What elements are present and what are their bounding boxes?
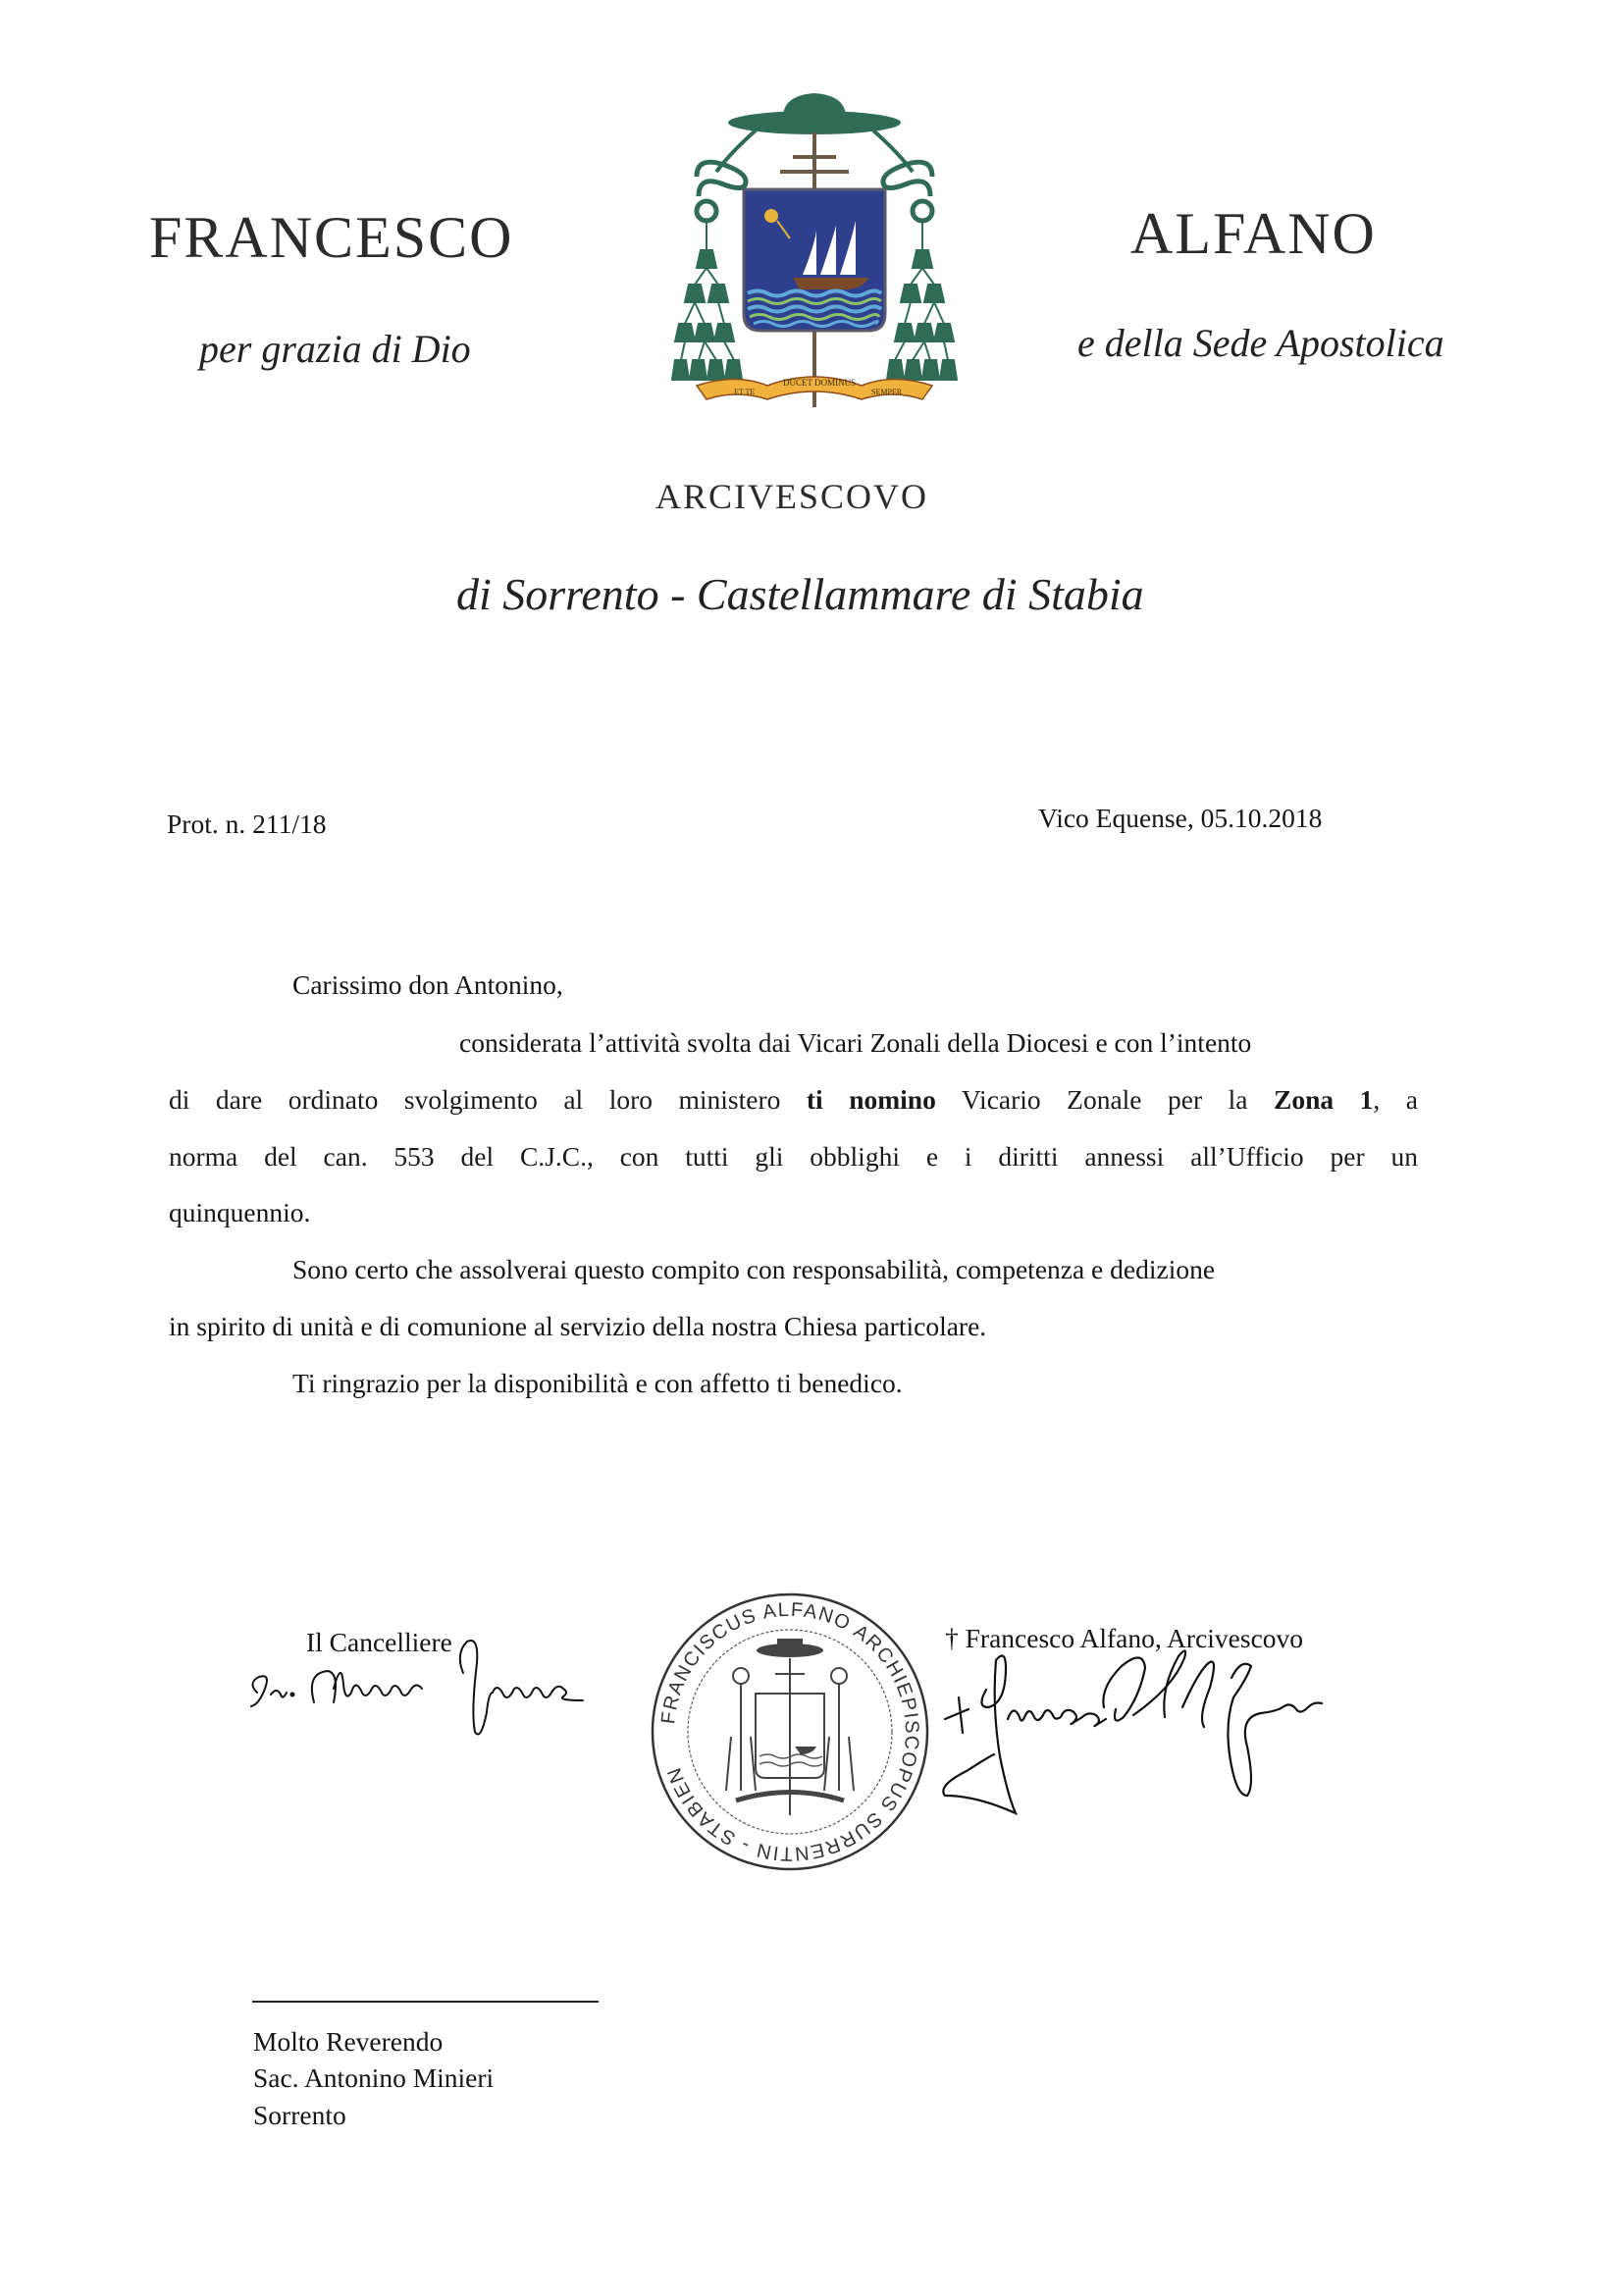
motto-part-3: SEMPER bbox=[871, 388, 903, 396]
place-date: Vico Equense, 05.10.2018 bbox=[1038, 803, 1323, 833]
motto-part-1: ET TE bbox=[734, 388, 756, 396]
bold-zona: Zona 1 bbox=[1274, 1084, 1374, 1115]
protocol-number: Prot. n. 211/18 bbox=[167, 809, 327, 839]
letterhead-first-name: FRANCESCO bbox=[149, 205, 514, 270]
archbishop-signature bbox=[937, 1648, 1369, 1820]
paragraph-1-line-1: considerata l’attività svolta dai Vicari Zonali della Diocesi e con l’intento bbox=[459, 1027, 1252, 1058]
addressee-line-2: Sac. Antonino Minieri bbox=[253, 2062, 495, 2093]
paragraph-2-line-1: Sono certo che assolverai questo compito con responsabilità, competenza e dedizione bbox=[292, 1254, 1216, 1284]
letterhead-left-subtitle: per grazia di Dio bbox=[199, 327, 471, 371]
addressee-divider bbox=[252, 2001, 599, 2003]
letterhead-title: ARCIVESCOVO bbox=[655, 477, 929, 516]
text-run: di dare ordinato svolgimento al loro ministero bbox=[169, 1084, 807, 1115]
text-run: , a bbox=[1373, 1084, 1418, 1115]
letterhead-right-subtitle: e della Sede Apostolica bbox=[1077, 321, 1444, 365]
paragraph-1-line-2 bbox=[169, 1086, 1418, 1114]
motto-part-2: DUCET DOMINUS bbox=[783, 378, 857, 388]
bold-ti-nomino: ti nomino bbox=[806, 1084, 936, 1115]
letterhead-last-name: ALFANO bbox=[1130, 201, 1377, 266]
paragraph-2-line-2: in spirito di unità e di comunione al servizio della nostra Chiesa particolare. bbox=[169, 1311, 987, 1341]
seal-text: FRANCISCUS ALFANO ARCHIEPISCOPUS SURRENTIN - STABIEN bbox=[657, 1598, 923, 1865]
addressee-line-1: Molto Reverendo bbox=[253, 2026, 444, 2057]
coat-of-arms-logo bbox=[677, 74, 952, 412]
archiepiscopal-seal bbox=[648, 1590, 932, 1874]
salutation: Carissimo don Antonino, bbox=[292, 969, 563, 1000]
paragraph-1-line-3: norma del can. 553 del C.J.C., con tutti gli obblighi e i diritti annessi all’Ufficio per un bbox=[169, 1141, 1418, 1172]
addressee-line-3: Sorrento bbox=[253, 2100, 346, 2130]
letterhead-see: di Sorrento - Castellammare di Stabia bbox=[456, 569, 1144, 619]
paragraph-3: Ti ringrazio per la disponibilità e con affetto ti benedico. bbox=[292, 1368, 903, 1398]
text-run: Vicario Zonale per la bbox=[935, 1084, 1274, 1115]
paragraph-1-line-4: quinquennio. bbox=[169, 1197, 311, 1227]
archbishop-label: † Francesco Alfano, Arcivescovo bbox=[945, 1623, 1304, 1653]
chancellor-label: Il Cancelliere bbox=[306, 1627, 452, 1657]
